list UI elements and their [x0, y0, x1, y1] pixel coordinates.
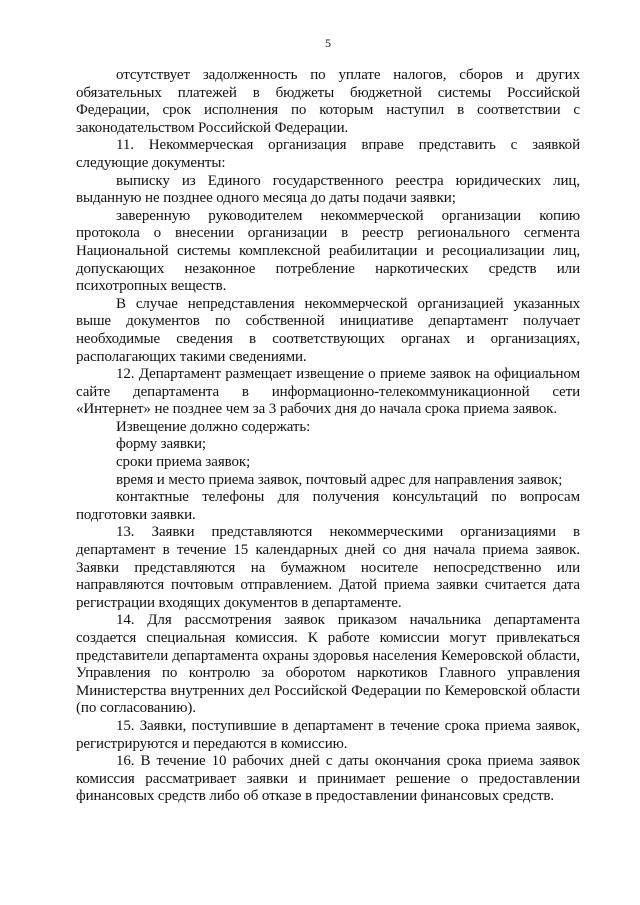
paragraph-time-place: время и место приема заявок, почтовый адрес для направления заявок;	[116, 471, 563, 488]
paragraph-registry-extract: выписку из Единого государственного реестра юридических лиц, выданную не позднее одного месяца до даты подачи заявки;	[76, 172, 580, 207]
paragraph-nonsubmission: В случае непредставления некоммерческой организацией указанных выше документов по собственной инициативе департамент получает необходимые сведения в соответствующих органах и организациях, располагающих такими сведениями.	[76, 295, 580, 365]
document-page	[76, 36, 580, 806]
page-number: 5	[325, 36, 331, 50]
paragraph-item-15: 15. Заявки, поступившие в департамент в течение срока приема заявок, регистрируются и передаются в комиссию.	[76, 717, 580, 752]
paragraph-protocol-copy: заверенную руководителем некоммерческой организации копию протокола о внесении организации в реестр регионального сегмента Национальной системы комплексной реабилитации и ресоциализации лиц, допускающих незаконное потребление наркотических средств или психотропных веществ.	[76, 207, 580, 295]
paragraph-contact-phones: контактные телефоны для получения консультаций по вопросам подготовки заявки.	[76, 489, 580, 523]
paragraph-item-12: 12. Департамент размещает извещение о приеме заявок на официальном сайте департамента в информационно-телекоммуникационной сети «Интернет» не позднее чем за 3 рабочих дня до начала срока приема заявок.	[76, 366, 580, 418]
paragraph-notice-contents: Извещение должно содержать:	[116, 418, 311, 435]
paragraph-item-13: 13. Заявки представляются некоммерческими организациями в департамент в течение 15 календарных дней со дня начала приема заявок. Заявки представляются на бумажном носителе непосредственно или направляются почтовым отправлением. Датой приема заявки считается дата регистрации входящих документов в департаменте.	[76, 524, 580, 611]
paragraph-item-14: 14. Для рассмотрения заявок приказом начальника департамента создается специальная комиссия. К работе комиссии могут привлекаться представители департамента охраны здоровья населения Кемеровской области, Управления по контролю за оборотом наркотиков Главного управления Министерства внутренних дел Российской Федерации по Кемеровской области (по согласованию).	[76, 612, 580, 717]
paragraph-debt-condition: отсутствует задолженность по уплате налогов, сборов и других обязательных платежей в бюджеты бюджетной системы Российской Федерации, срок исполнения по которым наступил в соответствии с законодательством Российской Федерации.	[76, 67, 580, 136]
paragraph-item-16: 16. В течение 10 рабочих дней с даты окончания срока приема заявок комиссия рассматривает заявки и принимает решение о предоставлении финансовых средств либо об отказе в предоставлении финансовых средств.	[76, 753, 580, 805]
paragraph-item-11: 11. Некоммерческая организация вправе представить с заявкой следующие документы:	[76, 137, 580, 171]
paragraph-application-terms: сроки приема заявок;	[116, 454, 251, 471]
paragraph-application-form: форму заявки;	[116, 436, 206, 453]
